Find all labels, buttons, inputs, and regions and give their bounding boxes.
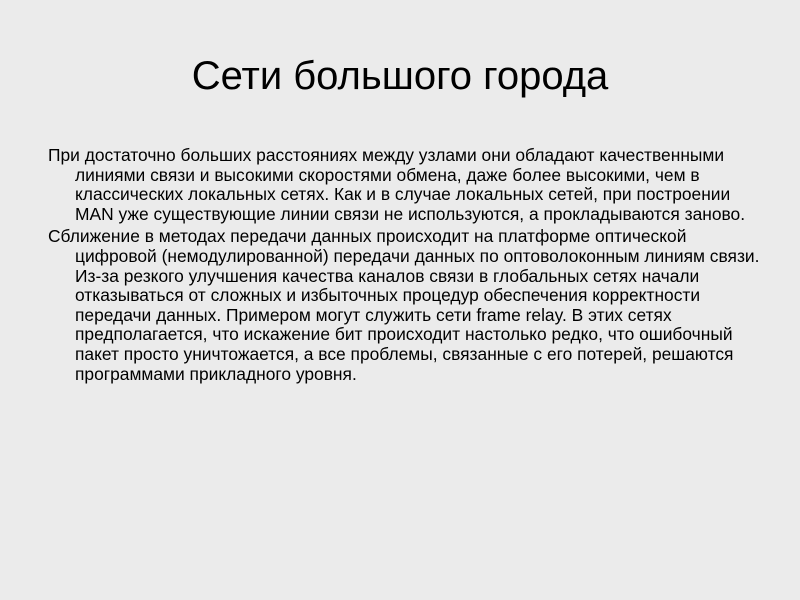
slide-body xyxy=(48,146,764,387)
slide-title: Сети большого города xyxy=(191,54,609,98)
paragraph-man-networks: При достаточно больших расстояниях между узлами они обладают качественными линиями связи и высокими скоростями обмена, даже более высокими, чем в классических локальных сетях. Как и в случае локальных сетей, при построении MAN уже существующие линии связи не используются, а прокладываются заново. xyxy=(48,145,746,224)
paragraph-convergence: Сближение в методах передачи данных происходит на платформе оптической цифровой (немодулированной) передачи данных по оптоволоконным линиям связи. Из-за резкого улучшения качества каналов связи в глобальных сетях начали отказываться от сложных и избыточных процедур обеспечения корректности передачи данных. Примером могут служить сети frame relay. В этих сетях предполагается, что искажение бит происходит настолько редко, что ошибочный пакет просто уничтожается, а все проблемы, связанные с его потерей, решаются программами прикладного уровня. xyxy=(48,226,760,384)
